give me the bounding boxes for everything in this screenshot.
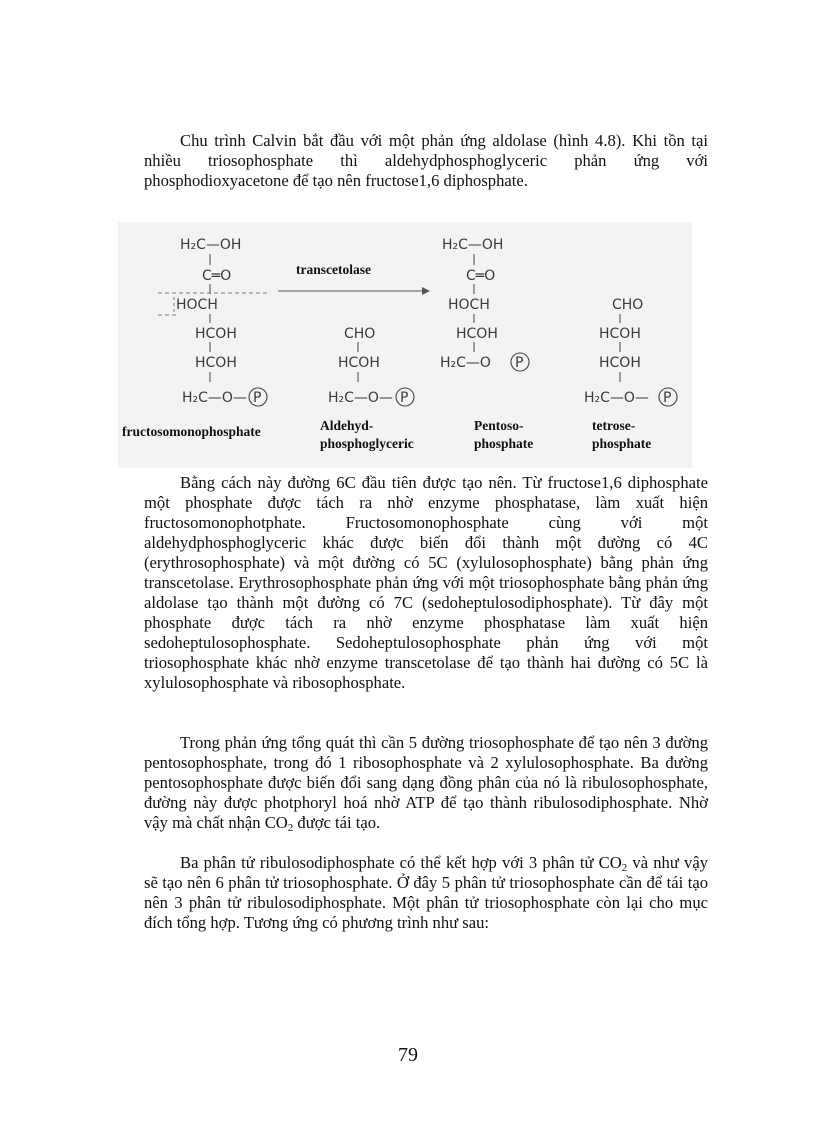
svg-text:H₂C—O—: H₂C—O— (182, 390, 247, 406)
paragraph-ribulosodiphosphate: Ba phân tử ribulosodiphosphate có thể kết hợp với 3 phân tử $CO_2$ và như vậy sẽ tạo nên 6 phân tử triosophosphate. Ở đây 5 phân tử triosophosphate cần để tái tạo nên 3 phân tử ribulosodiphosphate. Một phân tử triosophosphate còn lại cho mục đích tổng hợp. Tương ứng có phương trình như sau: (144, 853, 709, 932)
svg-text:C═O: C═O (466, 268, 496, 284)
svg-text:HCOH: HCOH (599, 326, 641, 342)
tetrose-label-2: phosphate (592, 436, 652, 451)
tetrose-label-1: tetrose- (592, 418, 636, 433)
svg-text:H₂C—OH: H₂C—OH (442, 237, 504, 253)
page-number: 79 (398, 1044, 418, 1066)
svg-text:H₂C—OH: H₂C—OH (180, 237, 242, 253)
paragraph-general-reaction: Trong phản ứng tổng quát thì cần 5 đường triosophosphate để tạo nên 3 đường pentosophosphate, trong đó 1 ribosophosphate và 2 xylulosophosphate. Ba đường pentosophosphate được biến đổi sang dạng đồng phân của nó là ribulosophosphate, đường này được photphoryl hoá nhờ ATP để tạo thành ribulosodiphosphate. Nhờ vậy mà chất nhận $CO_2$ được tái tạo. (144, 733, 708, 834)
transcetolase-reaction-figure (118, 222, 692, 468)
pentoso-label-1: Pentoso- (474, 418, 524, 433)
svg-text:H₂C—O—: H₂C—O— (584, 390, 649, 406)
svg-text:H₂C—O: H₂C—O (440, 355, 491, 371)
tetrose-structure (584, 297, 677, 406)
fructoso-label: fructosomonophosphate (122, 424, 261, 439)
aldehyd-structure (328, 326, 414, 406)
svg-text:HCOH: HCOH (338, 355, 380, 371)
phosphate-symbol: P (253, 390, 262, 406)
reaction-arrow (422, 287, 430, 295)
svg-text:C═O: C═O (202, 268, 232, 284)
paragraph-intro: Chu trình Calvin bắt đầu với một phản ứng aldolase (hình 4.8). Khi tồn tại nhiều triosophosphate thì aldehydphosphoglyceric phản ứng với phosphodioxyacetone để tạo nên fructose1,6 diphosphate. (144, 131, 708, 190)
svg-text:P: P (663, 390, 672, 406)
fructoso-structure (158, 237, 268, 406)
svg-text:P: P (515, 355, 524, 371)
pentoso-label-2: phosphate (474, 436, 534, 451)
paragraph-6c-sugar: Bằng cách này đường 6C đầu tiên được tạo nên. Từ fructose1,6 diphosphate một phosphate được tách ra nhờ enzyme phosphatase, làm xuất hiện fructosomonophotphate. Fructosomonophosphate cùng với một aldehydphosphoglyceric khác được biến đổi thành một đường có 4C (erythrosophosphate) và một đường có 5C (xylulosophosphate) bằng phản ứng transcetolase. Erythrosophosphate phản ứng với một triosophosphate bằng phản ứng aldolase tạo thành một đường có 7C (sedoheptulosodiphosphate). Từ đây một phosphate được tách ra nhờ enzyme phosphatase làm xuất hiện sedoheptulosophosphate. Sedoheptulosophosphate phản ứng với một triosophosphate khác nhờ enzyme transcetolase để tạo thành hai đường có 5C là xylulosophosphate và ribosophosphate. (144, 473, 708, 692)
svg-text:H₂C—O—: H₂C—O— (328, 390, 393, 406)
svg-text:HCOH: HCOH (599, 355, 641, 371)
svg-text:HCOH: HCOH (195, 326, 237, 342)
svg-text:CHO: CHO (344, 326, 376, 342)
svg-text:HOCH: HOCH (176, 297, 218, 313)
aldehyd-label-2: phosphoglyceric (320, 436, 414, 451)
svg-text:P: P (400, 390, 409, 406)
svg-text:HCOH: HCOH (195, 355, 237, 371)
svg-text:HCOH: HCOH (456, 326, 498, 342)
enzyme-label: transcetolase (296, 262, 371, 277)
aldehyd-label-1: Aldehyd- (320, 418, 374, 433)
pentoso-structure (440, 237, 529, 371)
svg-text:CHO: CHO (612, 297, 644, 313)
svg-text:HOCH: HOCH (448, 297, 490, 313)
